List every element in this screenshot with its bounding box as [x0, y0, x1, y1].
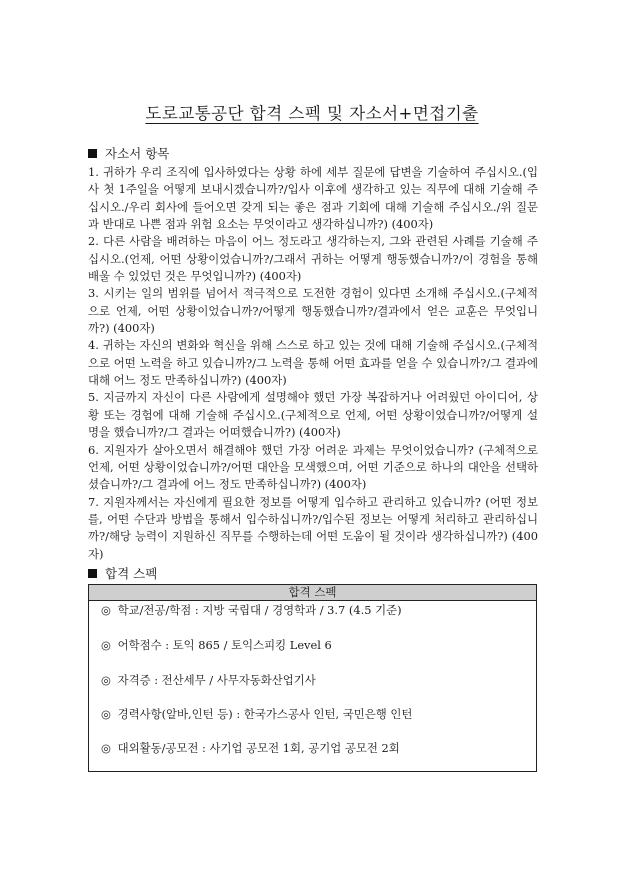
spec-row-activities: ◎ 대외활동/공모전 : 사기업 공모전 1회, 공기업 공모전 2회: [101, 741, 400, 755]
essay-question-3: 3. 시키는 일의 범위를 넘어서 적극적으로 도전한 경험이 있다면 소개해 주십시오.(구체적으로 언제, 어떤 상황이었습니까?/어떻게 행동했습니까?/결과에서 얻은 교훈은 무엇입니까?) (400자): [88, 286, 538, 336]
double-circle-bullet-icon: ◎: [101, 638, 111, 652]
spec-table-header: 합격 스펙: [89, 585, 536, 601]
essay-question-1: 1. 귀하가 우리 조직에 입사하였다는 상황 하에 세부 질문에 답변을 기술하여 주십시오.(입사 첫 1주일을 어떻게 보내시겠습니까?/입사 이후에 생각하고 있는 직무에 대해 기술해 주십시오./우리 회사에 들어오면 갖게 되는 좋은 점과 기회에 대해 기술해 주십시오./위 질문과 반대로 나쁜 점과 위험 요소는 무엇이라고 생각하십니까?) (400자): [88, 165, 538, 232]
spec-row-language-score: ◎ 어학점수 : 토익 865 / 토익스피킹 Level 6: [101, 638, 332, 652]
document-title: 도로교통공단 합격 스펙 및 자소서+면접기출: [145, 104, 479, 123]
double-circle-bullet-icon: ◎: [101, 707, 111, 721]
spec-row-education: ◎ 학교/전공/학점 : 지방 국립대 / 경영학과 / 3.7 (4.5 기준): [101, 603, 402, 617]
essay-question-list: [88, 164, 538, 563]
essay-question-4: 4. 귀하는 자신의 변화와 혁신을 위해 스스로 하고 있는 것에 대해 기술해 주십시오.(구체적으로 어떤 노력을 하고 있습니까?/그 노력을 통해 어떤 효과를 얻을 수 있습니까?/그 결과에 대해 어느 정도 만족하십니까?) (400자): [88, 338, 538, 388]
spec-table-body: [89, 601, 536, 771]
spec-section-heading: 합격 스펙: [88, 564, 157, 582]
square-bullet-icon: [88, 569, 97, 578]
square-bullet-icon: [88, 149, 97, 158]
double-circle-bullet-icon: ◎: [101, 603, 111, 617]
double-circle-bullet-icon: ◎: [101, 741, 111, 755]
essay-section-heading: 자소서 항목: [88, 144, 169, 162]
spec-row-experience: ◎ 경력사항(알바,인턴 등) : 한국가스공사 인턴, 국민은행 인턴: [101, 707, 413, 721]
spec-row-certificates: ◎ 자격증 : 전산세무 / 사무자동화산업기사: [101, 673, 316, 687]
essay-question-5: 5. 지금까지 자신이 다른 사람에게 설명해야 했던 가장 복잡하거나 어려웠던 아이디어, 상황 또는 경험에 대해 기술해 주십시오.(구체적으로 언제, 어떤 상황이었습니까?/어떻게 설명을 했습니까?/그 결과는 어떠했습니까?) (400자): [88, 390, 538, 440]
essay-question-2: 2. 다른 사람을 배려하는 마음이 어느 정도라고 생각하는지, 그와 관련된 사례를 기술해 주십시오.(언제, 어떤 상황이었습니까?/그래서 귀하는 어떻게 행동했습니까?/이 경험을 통해 배울 수 있었던 것은 무엇입니까?) (400자): [88, 234, 538, 284]
spec-table: [88, 584, 537, 772]
double-circle-bullet-icon: ◎: [101, 673, 111, 687]
essay-question-7: 7. 지원자께서는 자신에게 필요한 정보를 어떻게 입수하고 관리하고 있습니까? (어떤 정보를, 어떤 수단과 방법을 통해서 입수하십니까?/입수된 정보는 어떻게 처리하고 관리하십니까?/해당 능력이 지원하신 직무를 수행하는데 어떤 도움이 될 것이라 생각하십니까?) (400자): [88, 494, 538, 561]
essay-question-6: 6. 지원자가 살아오면서 해결해야 했던 가장 어려운 과제는 무엇이었습니까? (구체적으로 언제, 어떤 상황이었습니까?/어떤 대안을 모색했으며, 어떤 기준으로 하나의 대안을 선택하셨습니까?/그 결과에 어느 정도 만족하십니까?) (400자): [88, 442, 538, 492]
